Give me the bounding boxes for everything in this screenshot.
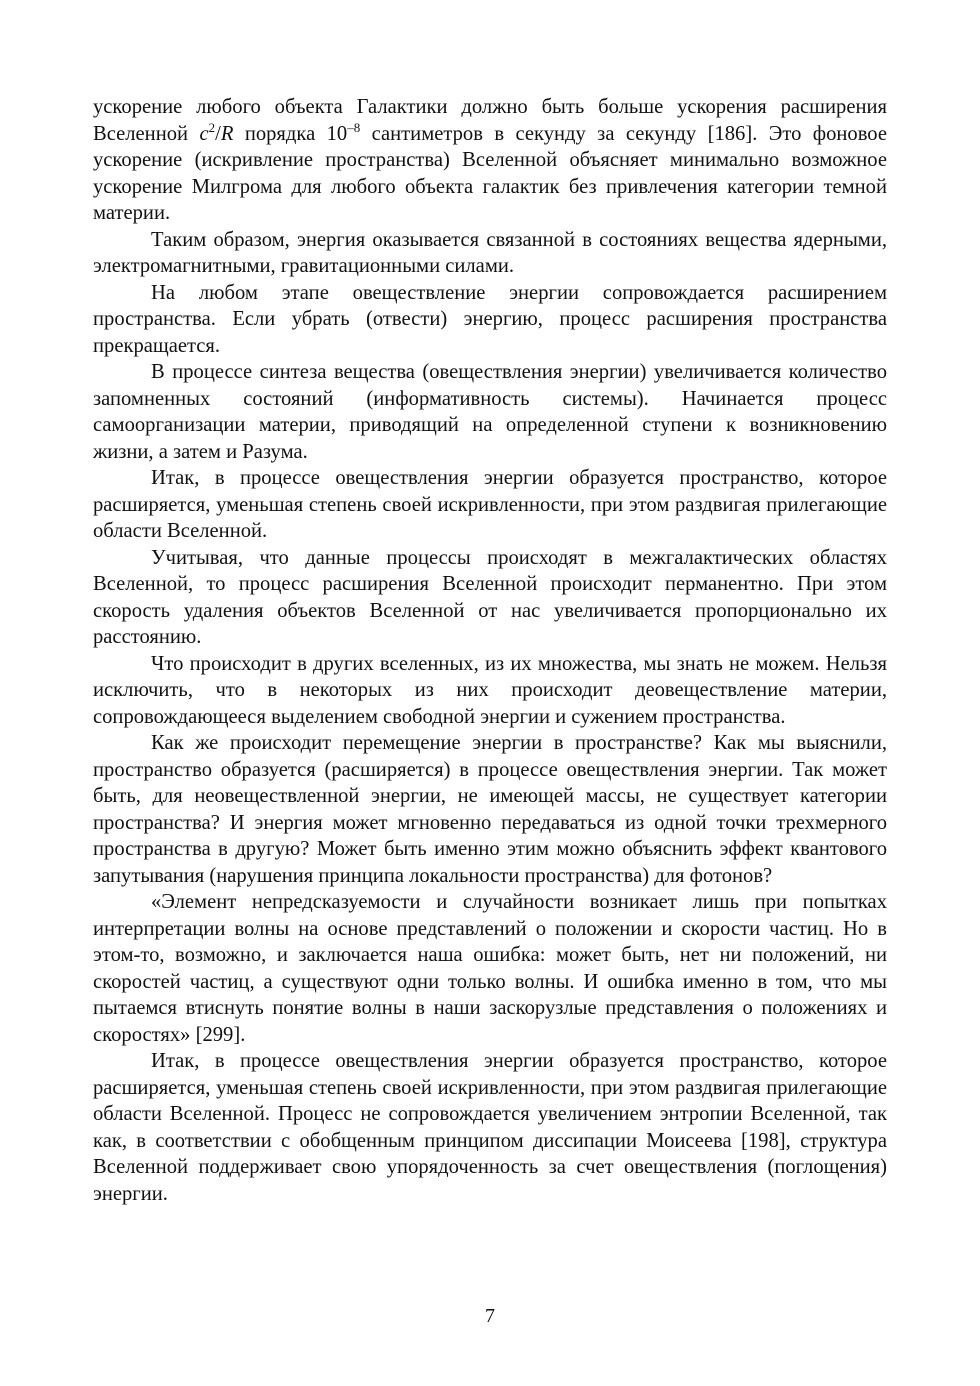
paragraph-7: Что происходит в других вселенных, из их множества, мы знать не можем. Нельзя исключить, что в некоторых из них происходит деовеществление материи, сопровождающееся выделением свободной энергии и сужением пространства. bbox=[93, 652, 887, 728]
formula-exponent-2: 2 bbox=[208, 119, 216, 135]
paragraph-1-text-end: сантиметров в секунду за секунду [186]. Это фоновое ускорение (искривление пространства) Вселенной объясняет минимально возможное ускорение Милгрома для любого объекта галактик без привлечения категории темной материи. bbox=[93, 122, 887, 224]
paragraph-1-text-start: ускорение любого объекта Галактики должно быть больше ускорения расширения Вселенной bbox=[93, 96, 887, 145]
paragraph-1-text-mid: порядка 10 bbox=[233, 122, 348, 145]
paragraph-8: Как же происходит перемещение энергии в пространстве? Как мы выяснили, пространство образуется (расширяется) в процессе овеществления энергии. Так может быть, для неовеществленной энергии, не имеющей массы, не существует категории пространства? И энергия может мгновенно передаваться из одной точки трехмерного пространства в другую? Может быть именно этим можно объяснить эффект квантового запутывания (нарушения принципа локальности пространства) для фотонов? bbox=[93, 732, 887, 887]
formula-slash: / bbox=[215, 122, 221, 145]
paragraph-6: Учитывая, что данные процессы происходят в межгалактических областях Вселенной, то процесс расширения Вселенной происходит перманентно. При этом скорость удаления объектов Вселенной от нас увеличивается пропорционально их расстоянию. bbox=[93, 546, 887, 648]
paragraph-9-quote: «Элемент непредсказуемости и случайности возникает лишь при попытках интерпретации волны на основе представлений о положении и скорости частиц. Но в этом-то, возможно, и заключается наша ошибка: может быть, нет ни положений, ни скоростей частиц, а существуют одни только волны. И ошибка именно в том, что мы пытаемся втиснуть понятие волны в наши заскорузлые представления о положениях и скоростях» [299]. bbox=[93, 891, 887, 1046]
formula-variable-r: R bbox=[220, 122, 234, 145]
paragraph-10: Итак, в процессе овеществления энергии образуется пространство, которое расширяется, уменьшая степень своей искривленности, при этом раздвигая прилегающие области Вселенной. Процесс не сопровождается увеличением энтропии Вселенной, так как, в соответствии с обобщенным принципом диссипации Моисеева [198], структура Вселенной поддерживает свою упорядоченность за счет овеществления (поглощения) энергии. bbox=[93, 1050, 887, 1205]
paragraph-5: Итак, в процессе овеществления энергии образуется пространство, которое расширяется, уменьшая степень своей искривленности, при этом раздвигая прилегающие области Вселенной. bbox=[93, 467, 887, 542]
paragraph-4: В процессе синтеза вещества (овеществления энергии) увеличивается количество запомненных состояний (информативность системы). Начинается процесс самоорганизации материи, приводящий на определенной ступени к возникновению жизни, а затем и Разума. bbox=[93, 361, 887, 463]
formula-variable-c: c bbox=[199, 122, 209, 145]
paragraph-3: На любом этапе овеществление энергии сопровождается расширением пространства. Если убрать (отвести) энергию, процесс расширения пространства прекращается. bbox=[93, 281, 887, 357]
paragraph-1 bbox=[93, 94, 887, 227]
document-page bbox=[93, 94, 887, 1207]
paragraph-2: Таким образом, энергия оказывается связанной в состояниях вещества ядерными, электромагнитными, гравитационными силами. bbox=[93, 228, 887, 277]
page-number: 7 bbox=[485, 1305, 495, 1327]
formula-exponent-neg8: –8 bbox=[347, 119, 361, 135]
